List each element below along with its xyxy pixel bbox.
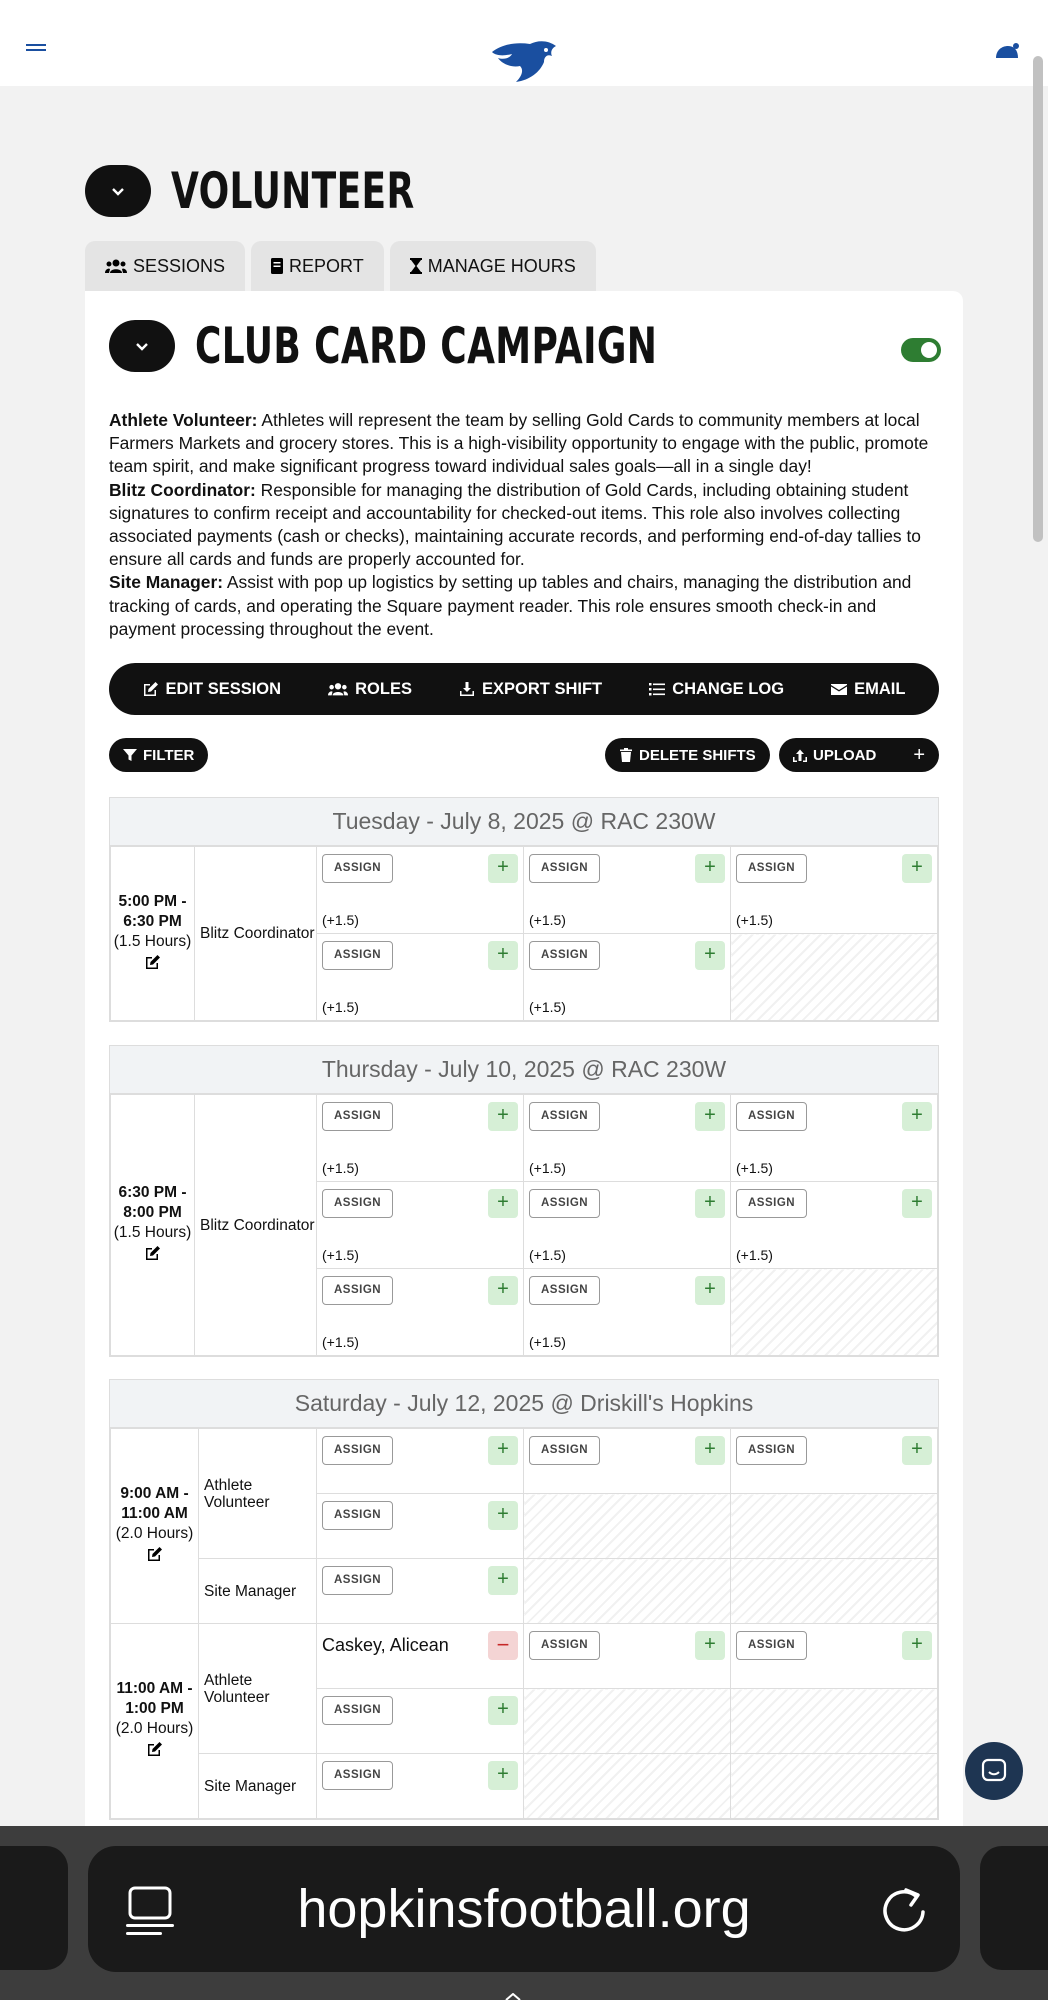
user-icon[interactable] [994,42,1020,58]
hourglass-icon [410,258,422,274]
tab-bar [85,241,596,291]
shift-time: 9:00 AM - 11:00 AM [120,1485,189,1522]
shift-slot [731,1095,938,1182]
add-slot-button[interactable]: + [902,1631,932,1660]
shift-table [110,846,938,1021]
collapse-page-button[interactable] [85,165,151,217]
role-cell: Blitz Coordinator [195,1095,317,1356]
role-text: Responsible for managing the distribution of Gold Cards, including obtaining student signatures to confirm receipt and accountability for checked-out items. This role also involves collecting associated payments (cash or checks), maintaining accurate records, and performing end-of-day tallies to ensure all cards and funds are properly accounted for. [109,479,921,570]
delete-shifts-label: DELETE SHIFTS [639,746,756,764]
add-slot-button[interactable]: + [488,1566,518,1595]
shift-slot [317,1182,524,1269]
add-slot-button[interactable]: + [488,1696,518,1725]
shift-slot [731,847,938,934]
shift-slot [524,934,731,1021]
campaign-card [85,291,963,1831]
shift-slot [317,1494,524,1559]
collapse-campaign-button[interactable] [109,320,175,372]
add-shift-button[interactable]: + [913,743,925,766]
add-slot-button[interactable]: + [488,1436,518,1465]
filter-toolbar [109,738,939,772]
campaign-header [109,317,837,375]
edit-icon [143,681,159,697]
empty-slot [731,1559,938,1624]
browser-toolbar [0,1826,1048,2000]
session-heading: Tuesday - July 8, 2025 @ RAC 230W [110,798,938,846]
shift-time: 5:00 PM - 6:30 PM [118,892,187,930]
assign-button[interactable]: ASSIGN [529,854,600,883]
empty-slot [731,1269,938,1356]
assigned-volunteer-name: Caskey, Alicean [322,1635,449,1655]
shift-time-cell [111,1429,199,1624]
previous-tab[interactable] [0,1846,68,1970]
shift-slot [317,1269,524,1356]
filter-icon [123,748,137,762]
assign-button[interactable]: ASSIGN [529,1436,600,1465]
users-icon [328,681,348,697]
add-slot-button[interactable]: + [695,1276,725,1305]
empty-slot [524,1754,731,1819]
file-icon [271,258,283,274]
address-bar[interactable] [88,1846,960,1972]
tab-label: MANAGE HOURS [427,255,576,276]
page-title: VOLUNTEER [171,162,415,220]
roles-button[interactable] [328,680,412,699]
slot-hours: (+1.5) [529,1247,566,1263]
edit-icon[interactable] [145,954,161,970]
assign-button[interactable]: ASSIGN [322,1436,393,1465]
slot-hours: (+1.5) [529,912,566,928]
slot-hours: (+1.5) [529,1160,566,1176]
role-cell: Athlete Volunteer [199,1429,317,1559]
shift-time: 6:30 PM - 8:00 PM [118,1184,187,1221]
add-slot-button[interactable]: + [902,1436,932,1465]
roles-label: ROLES [355,679,412,698]
shift-duration: (2.0 Hours) [115,1720,194,1737]
role-name: Athlete Volunteer: [109,410,258,430]
assign-button[interactable]: ASSIGN [736,1631,807,1660]
shift-slot [317,934,524,1021]
shift-slot [731,1624,938,1689]
assign-button[interactable]: ASSIGN [529,1276,600,1305]
chat-icon [980,1757,1008,1785]
shift-slot [524,847,731,934]
empty-slot [524,1689,731,1754]
role-cell: Site Manager [199,1559,317,1624]
empty-slot [524,1494,731,1559]
shift-duration: (1.5 Hours) [113,932,192,950]
filter-label: FILTER [143,746,195,764]
shift-slot [731,1429,938,1494]
tab-label: REPORT [289,255,364,276]
edit-icon[interactable] [147,1741,163,1757]
scrollbar-thumb[interactable] [1033,56,1043,542]
table-row [111,1095,938,1182]
delete-shifts-button[interactable] [605,738,770,772]
shift-slot [317,1624,524,1689]
assign-button[interactable]: ASSIGN [322,941,393,970]
upload-label: UPLOAD [813,746,877,764]
table-row [111,1429,938,1494]
shift-table [110,1428,938,1819]
top-header [0,0,1048,86]
session-heading: Saturday - July 12, 2025 @ Driskill's Hopkins [110,1380,938,1428]
table-row [111,1754,938,1819]
slot-hours: (+1.5) [322,912,359,928]
change-log-button[interactable] [649,680,784,699]
shift-slot [524,1624,731,1689]
add-slot-button[interactable]: + [488,1761,518,1790]
role-cell: Athlete Volunteer [199,1624,317,1754]
assign-button[interactable]: ASSIGN [529,941,600,970]
add-slot-button[interactable]: + [488,1276,518,1305]
slot-hours: (+1.5) [322,1334,359,1350]
add-slot-button[interactable]: + [488,1189,518,1218]
email-button[interactable] [831,680,905,699]
shift-time: 11:00 AM - 1:00 PM [116,1680,193,1717]
add-slot-button[interactable]: + [695,1631,725,1660]
add-slot-button[interactable]: + [488,1501,518,1530]
edit-session-button[interactable] [143,680,282,699]
empty-slot [731,934,938,1021]
shift-slot [317,1754,524,1819]
assign-button[interactable]: ASSIGN [529,1631,600,1660]
add-slot-button[interactable]: + [902,1102,932,1131]
session-block [109,797,939,1022]
shift-slot [524,1182,731,1269]
assign-button[interactable]: ASSIGN [736,1436,807,1465]
slot-hours: (+1.5) [736,1160,773,1176]
role-description [109,571,939,641]
next-tab[interactable] [980,1846,1048,1970]
add-slot-button[interactable]: + [488,941,518,970]
empty-slot [731,1754,938,1819]
add-slot-button[interactable]: + [902,1189,932,1218]
shift-duration: (1.5 Hours) [113,1224,192,1241]
role-cell: Blitz Coordinator [195,847,317,1021]
role-cell: Site Manager [199,1754,317,1819]
filter-button[interactable] [109,738,208,772]
role-text: Assist with pop up logistics by setting up tables and chairs, managing the distribution and tracking of cards, and operating the Square payment reader. This role ensures smooth check-in and payment processing throughout the event. [109,572,912,639]
add-slot-button[interactable]: + [488,854,518,883]
edit-icon[interactable] [147,1546,163,1562]
reload-icon[interactable] [880,1882,930,1936]
eagle-logo[interactable] [490,38,560,84]
url-text: hopkinsfootball.org [297,1879,751,1939]
export-shift-label: EXPORT SHIFT [482,679,603,698]
assign-button[interactable]: ASSIGN [322,1276,393,1305]
role-name: Blitz Coordinator: [109,479,256,500]
add-slot-button[interactable]: + [695,854,725,883]
slot-hours: (+1.5) [322,1160,359,1176]
assign-button[interactable]: ASSIGN [529,1102,600,1131]
hamburger-icon[interactable] [26,44,46,52]
page-title-row [85,163,509,219]
add-slot-button[interactable]: + [695,941,725,970]
role-name: Site Manager: [109,572,224,593]
users-icon [105,258,127,274]
slot-hours: (+1.5) [736,912,773,928]
assign-button[interactable]: ASSIGN [322,1189,393,1218]
empty-slot [731,1689,938,1754]
shift-slot [524,1429,731,1494]
assign-button[interactable]: ASSIGN [322,1566,393,1595]
list-icon [649,681,665,697]
export-shift-button[interactable] [459,680,602,699]
change-log-label: CHANGE LOG [672,679,785,698]
role-description [109,479,939,572]
slot-hours: (+1.5) [322,999,359,1015]
shift-slot [317,1689,524,1754]
shift-duration: (2.0 Hours) [115,1525,194,1542]
tab-label: SESSIONS [133,255,226,276]
session-block [109,1379,939,1820]
shift-table [110,1094,938,1356]
shift-slot [317,1559,524,1624]
assign-button[interactable]: ASSIGN [529,1189,600,1218]
assign-button[interactable]: ASSIGN [736,1189,807,1218]
remove-volunteer-button[interactable]: − [488,1631,518,1660]
assign-button[interactable]: ASSIGN [322,1696,393,1725]
shift-slot [524,1095,731,1182]
slot-hours: (+1.5) [529,999,566,1015]
assign-button[interactable]: ASSIGN [322,1501,393,1530]
session-action-bar [109,663,939,715]
campaign-description [109,409,939,641]
shift-slot [524,1269,731,1356]
shift-slot [731,1182,938,1269]
active-toggle[interactable] [901,338,941,362]
edit-session-label: EDIT SESSION [165,679,282,698]
shift-time-cell [111,1095,195,1356]
tab-sessions[interactable] [85,241,245,291]
slot-hours: (+1.5) [529,1334,566,1350]
assign-button[interactable]: ASSIGN [322,1102,393,1131]
table-row [111,1559,938,1624]
envelope-icon [831,681,847,697]
email-label: EMAIL [854,679,906,698]
session-heading: Thursday - July 10, 2025 @ RAC 230W [110,1046,938,1094]
shift-slot [317,1095,524,1182]
shift-time-cell [111,1624,199,1819]
assign-button[interactable]: ASSIGN [322,854,393,883]
chat-button[interactable] [965,1742,1023,1800]
add-slot-button[interactable]: + [695,1436,725,1465]
add-slot-button[interactable]: + [902,854,932,883]
shift-slot [317,847,524,934]
tab-manage-hours[interactable] [390,241,596,291]
table-row [111,847,938,934]
role-text: Athletes will represent the team by selling Gold Cards to community members at local Farmers Markets and grocery stores. This is a high-visibility opportunity to engage with the public, promote team spirit, and make significant progress toward individual sales goals—all in a single day! [109,410,929,477]
download-icon [459,681,475,697]
tab-report[interactable] [251,241,384,291]
empty-slot [524,1559,731,1624]
edit-icon[interactable] [145,1245,161,1261]
add-slot-button[interactable]: + [695,1189,725,1218]
role-description [109,409,939,479]
chevron-down-icon [110,183,126,199]
chevron-down-icon [134,338,150,354]
upload-icon [793,748,807,762]
campaign-title: CLUB CARD CAMPAIGN [195,317,658,375]
add-slot-button[interactable]: + [488,1102,518,1131]
add-slot-button[interactable]: + [695,1102,725,1131]
table-row [111,1624,938,1689]
trash-icon [619,748,633,762]
shift-slot [317,1429,524,1494]
shift-time-cell [111,847,195,1021]
empty-slot [731,1494,938,1559]
session-block [109,1045,939,1357]
assign-button[interactable]: ASSIGN [322,1761,393,1790]
slot-hours: (+1.5) [322,1247,359,1263]
upload-button[interactable] [779,738,939,772]
assign-button[interactable]: ASSIGN [736,854,807,883]
assign-button[interactable]: ASSIGN [736,1102,807,1131]
home-indicator-icon [498,1993,528,2000]
slot-hours: (+1.5) [736,1247,773,1263]
